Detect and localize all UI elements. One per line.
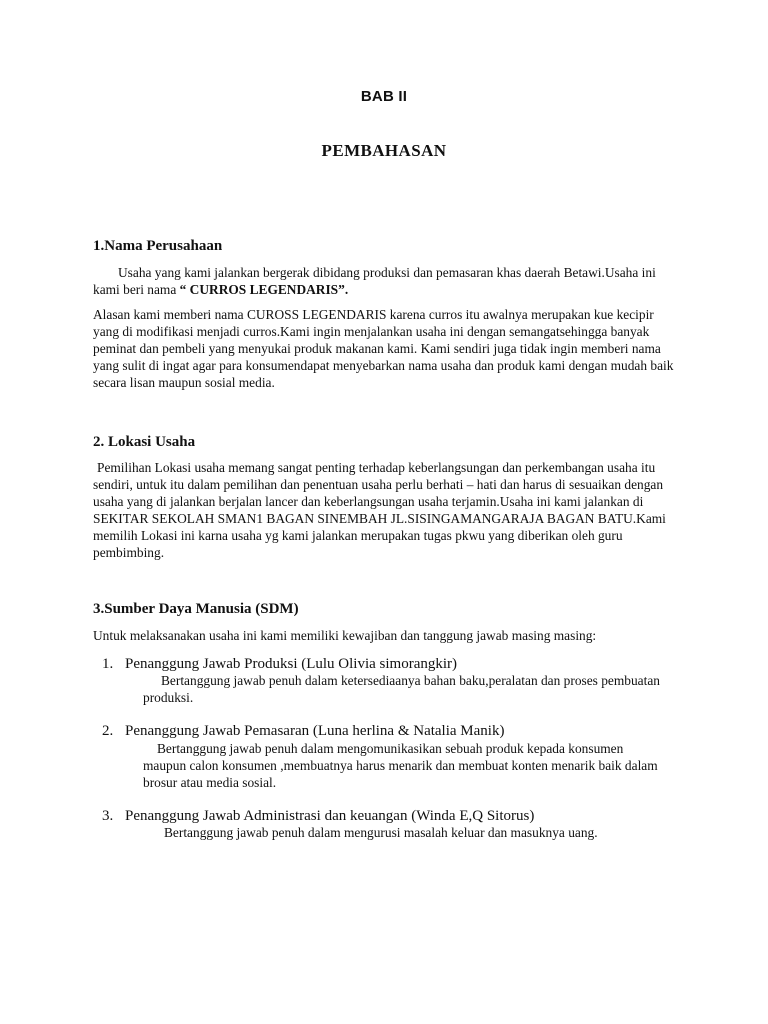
list-item-number: 2.: [102, 723, 114, 739]
company-name: “ CURROS LEGENDARIS”.: [179, 282, 349, 297]
list-item-description: Bertanggung jawab penuh dalam mengurusi masalah keluar dan masuknya uang.: [164, 825, 598, 840]
page-title: PEMBAHASAN: [321, 141, 447, 160]
list-item-number: 1.: [102, 656, 114, 672]
section-heading-sdm: 3.Sumber Daya Manusia (SDM): [93, 601, 299, 617]
list-item-description: Bertanggung jawab penuh dalam ketersediaanya bahan baku,peralatan dan proses pembuatan produksi.: [143, 673, 660, 705]
section2-paragraph: Pemilihan Lokasi usaha memang sangat penting terhadap keberlangsungan dan perkembangan usaha itu sendiri, untuk itu dalam pemilihan dan penentuan usaha perlu berhati – hati dan harus di sesuaikan dengan usaha yang di jalankan berjalan lancer dan keberlangsungan usaha terjamin.Usaha ini kami jalankan di SEKITAR SEKOLAH SMAN1 BAGAN SINEMBAH JL.SISINGAMANGARAJA BAGAN BATU.Kami memilih Lokasi ini karna usaha yg kami jalankan merupakan tugas pkwu yang diberikan oleh guru pembimbing.: [93, 460, 666, 560]
section-heading-nama-perusahaan: 1.Nama Perusahaan: [93, 238, 223, 254]
list-item-title: Penanggung Jawab Pemasaran (Luna herlina & Natalia Manik): [125, 723, 505, 739]
section1-paragraph-2: Alasan kami memberi nama CUROSS LEGENDARIS karena curros itu awalnya merupakan kue kecipir yang di modifikasi menjadi curros.Kami ingin menjalankan usaha ini dengan semangatsehingga banyak peminat dan pembeli yang menyukai produk makanan kami. Kami sendiri juga tidak ingin memberi nama yang sulit di ingat agar para konsumendapat menyebarkan nama usaha dan produk kami dengan mudah baik secara lisan maupun sosial media.: [93, 307, 674, 390]
list-item-title: Penanggung Jawab Produksi (Lulu Olivia simorangkir): [125, 656, 458, 672]
list-item-title: Penanggung Jawab Administrasi dan keuangan (Winda E,Q Sitorus): [125, 808, 535, 824]
section3-intro: Untuk melaksanakan usaha ini kami memiliki kewajiban dan tanggung jawab masing masing:: [93, 628, 597, 643]
list-item-number: 3.: [102, 808, 114, 824]
section1-paragraph-1: [93, 264, 679, 298]
chapter-label: BAB II: [360, 88, 408, 105]
section1-paragraph-1-text: Usaha yang kami jalankan bergerak dibidang produksi dan pemasaran khas daerah Betawi.Usaha ini kami beri nama: [93, 265, 656, 297]
list-item-description: Bertanggung jawab penuh dalam mengomunikasikan sebuah produk kepada konsumen maupun calon konsumen ,membuatnya harus menarik dan membuat konten menarik baik dalam brosur atau media sosial.: [143, 741, 658, 790]
section-heading-lokasi-usaha: 2. Lokasi Usaha: [93, 434, 196, 450]
